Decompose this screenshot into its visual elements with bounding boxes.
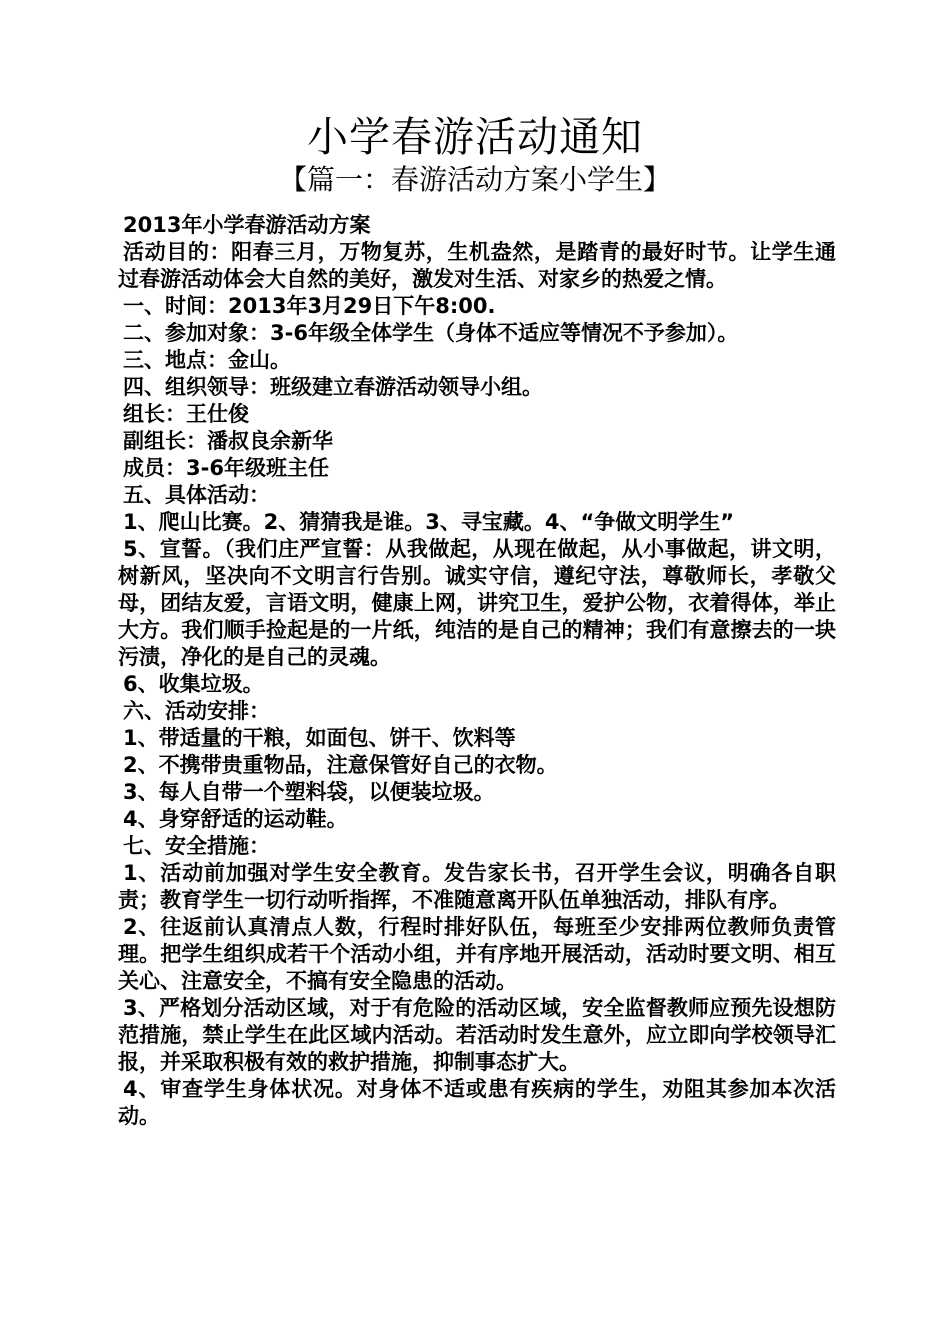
paragraph-safety-3: 3、严格划分活动区域，对于有危险的活动区域，安全监督教师应预先设想防范措施，禁止学生在此区域内活动。若活动时发生意外，应立即向学校领导汇报，并采取积极有效的救护措施，抑制事态扩大。	[118, 996, 836, 1074]
paragraph-leader: 组长：王仕俊	[123, 402, 249, 426]
document-body	[118, 212, 836, 1130]
section-activities-heading: 五、具体活动：	[123, 483, 270, 507]
paragraph-safety-2: 2、往返前认真清点人数，行程时排好队伍，每班至少安排两位教师负责管理。把学生组织成若干个活动小组，并有序地开展活动，活动时要文明、相互关心、注意安全，不搞有安全隐患的活动。	[118, 915, 836, 993]
paragraph-time: 一、时间：2013年3月29日下午8:00.	[123, 294, 496, 318]
paragraph-deputy-leader: 副组长：潘叔良余新华	[123, 429, 333, 453]
paragraph-safety-1: 1、活动前加强对学生安全教育。发告家长书，召开学生会议，明确各自职责；教育学生一切行动听指挥，不准随意离开队伍单独活动，排队有序。	[118, 861, 836, 912]
paragraph-members: 成员：3-6年级班主任	[123, 456, 329, 480]
paragraph-oath: 5、宣誓。（我们庄严宣誓：从我做起，从现在做起，从小事做起，讲文明，树新风，坚决向不文明言行告别。诚实守信，遵纪守法，尊敬师长，孝敬父母，团结友爱，言语文明，健康上网，讲究卫生，爱护公物，衣着得体，举止大方。我们顺手捡起是的一片纸，纯洁的是自己的精神；我们有意擦去的一块污渍，净化的是自己的灵魂。	[118, 537, 836, 669]
paragraph-purpose: 活动目的：阳春三月，万物复苏，生机盎然，是踏青的最好时节。让学生通过春游活动体会大自然的美好，激发对生活、对家乡的热爱之情。	[118, 240, 836, 291]
section-safety-heading: 七、安全措施：	[123, 834, 270, 858]
paragraph-leadership: 四、组织领导：班级建立春游活动领导小组。	[123, 375, 543, 399]
section-arrangement-heading: 六、活动安排：	[123, 699, 270, 723]
paragraph-arrangement-4: 4、身穿舒适的运动鞋。	[123, 807, 348, 831]
paragraph-collect-garbage: 6、收集垃圾。	[123, 672, 264, 696]
paragraph-participants: 二、参加对象：3-6年级全体学生（身体不适应等情况不予参加）。	[123, 321, 739, 345]
paragraph-arrangement-1: 1、带适量的干粮，如面包、饼干、饮料等	[123, 726, 516, 750]
paragraph-safety-4: 4、审查学生身体状况。对身体不适或患有疾病的学生，劝阻其参加本次活动。	[118, 1077, 836, 1128]
paragraph-activities-list: 1、爬山比赛。2、猜猜我是谁。3、寻宝藏。4、“争做文明学生”	[123, 510, 735, 534]
paragraph-arrangement-3: 3、每人自带一个塑料袋，以便装垃圾。	[123, 780, 495, 804]
document-title: 小学春游活动通知	[307, 113, 643, 161]
plan-heading: 2013年小学春游活动方案	[123, 213, 371, 237]
document-subtitle: 【篇一：春游活动方案小学生】	[278, 163, 671, 196]
paragraph-location: 三、地点：金山。	[123, 348, 291, 372]
paragraph-arrangement-2: 2、不携带贵重物品，注意保管好自己的衣物。	[123, 753, 558, 777]
